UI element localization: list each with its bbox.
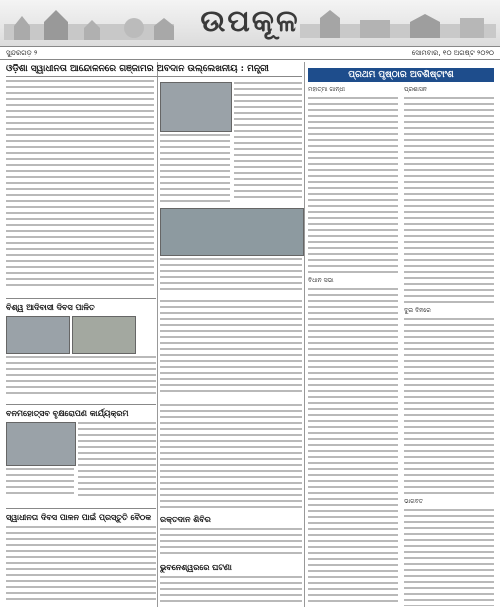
article-text [6, 356, 156, 400]
box-subhead: ପ୍ରଶାସନ [404, 86, 427, 93]
divider [6, 508, 156, 509]
column-rule [304, 62, 305, 607]
masthead [0, 0, 500, 46]
headline-9: ରକ୍ତଦାନ ଶିବିର [160, 514, 211, 524]
article-text [6, 80, 154, 295]
box-subhead: ମହାତ୍ମା ଗାନ୍ଧୀ [308, 86, 345, 93]
headline-7: ବନମହୋତ୍ସବ ବୃକ୍ଷରୋପଣ କାର୍ଯ୍ୟକ୍ରମ [6, 408, 129, 418]
dateline [0, 46, 500, 60]
article-text [160, 528, 302, 558]
divider [6, 404, 156, 405]
divider [6, 298, 156, 299]
headline-8: ସ୍ୱାଧୀନତା ଦିବସ ପାଳନ ପାଇଁ ପ୍ରସ୍ତୁତି ବୈଠକ [6, 512, 152, 522]
news-photo [72, 316, 136, 354]
box-text-left [308, 86, 398, 606]
date-label: ସୋମବାର, ୧୦ ଅଗଷ୍ଟ ୨୦୨୦ [411, 49, 494, 57]
box-title: ପ୍ରଥମ ପୃଷ୍ଠାର ଅବଶିଷ୍ଟାଂଶ [308, 68, 494, 82]
box-subhead: ବିଧାନ ସଭା [308, 277, 334, 284]
newspaper-title: ଉପକୂଳ [200, 4, 300, 39]
article-text [6, 526, 156, 606]
box-subhead: ଭାଗବତ [404, 498, 424, 505]
column-rule [157, 62, 158, 607]
article-text [6, 468, 74, 502]
page-label: ସୁନ୍ଦରଗଡ଼ ୨ [6, 49, 38, 57]
article-text [78, 422, 156, 502]
box-text-right [404, 86, 494, 606]
article-text [234, 82, 302, 202]
news-photo [6, 422, 76, 466]
news-photo [160, 82, 232, 132]
article-text [160, 576, 302, 606]
box-subhead: ଦୁଇ ଦିନରେ [404, 307, 431, 314]
headline-10: ଭୁବନେଶ୍ୱରରେ ଘଟଣା [160, 562, 232, 572]
news-photo [6, 316, 70, 354]
article-text [160, 404, 302, 512]
article-text [160, 300, 302, 400]
headline-5: ବିଶ୍ୱ ଆଦିବାସୀ ଦିବସ ପାଳିତ [6, 302, 95, 312]
news-photo [160, 208, 304, 256]
article-text [160, 258, 302, 294]
divider [6, 76, 302, 77]
headline-1: ଓଡ଼ିଶା ସ୍ୱାଧୀନତା ଆନ୍ଦୋଳନରେ ଗଞ୍ଜାମର ଅବଦାନ ଉଲ୍ଲେଖନୀୟ : ମନ୍ତ୍ରୀ [6, 64, 269, 74]
article-text [160, 134, 230, 204]
